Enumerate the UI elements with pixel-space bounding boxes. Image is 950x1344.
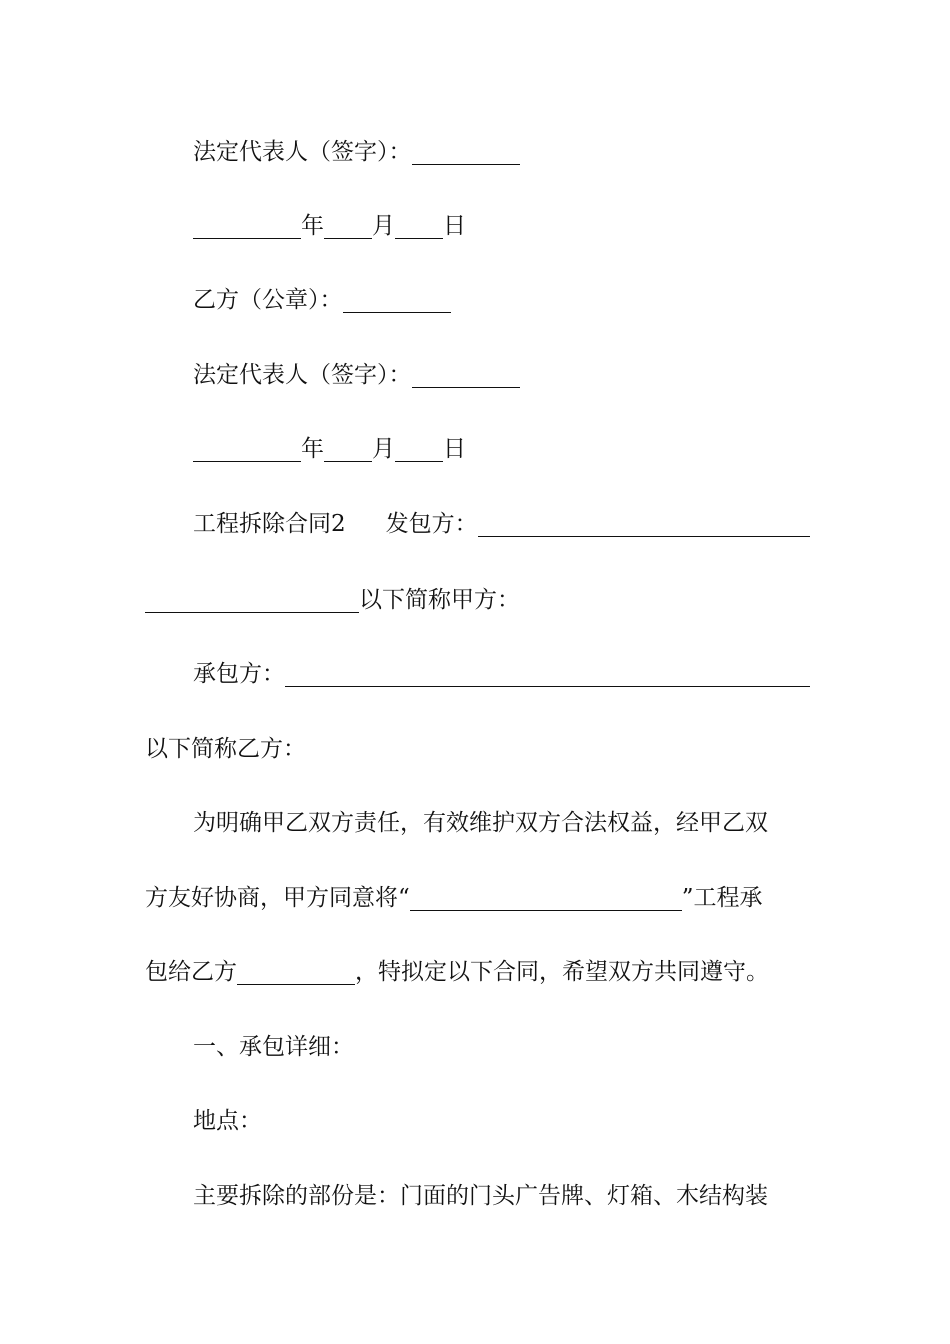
line-party-b-seal xyxy=(145,280,810,320)
line-date-1 xyxy=(145,206,810,246)
date-month-label: 月 xyxy=(372,213,395,239)
line-rep-signature-2 xyxy=(145,355,810,395)
p1-line2-b: ”工程承 xyxy=(681,885,763,911)
contract-title: 工程拆除合同2 xyxy=(193,511,346,537)
signature-blank[interactable] xyxy=(412,139,520,165)
section-1-heading xyxy=(145,1027,810,1067)
date-day-label: 日 xyxy=(443,213,466,239)
day-blank[interactable] xyxy=(395,436,443,462)
day-blank[interactable] xyxy=(395,213,443,239)
line-contract-title xyxy=(145,504,810,544)
line-date-2 xyxy=(145,429,810,469)
date-day-label: 日 xyxy=(443,436,466,462)
short-b-label: 以下简称乙方： xyxy=(145,736,306,762)
location-line xyxy=(145,1101,810,1141)
paragraph-1-line-1 xyxy=(145,803,810,843)
project-name-blank[interactable] xyxy=(410,885,682,911)
paragraph-1-line-2 xyxy=(145,878,810,918)
p1-line2-a: 方友好协商，甲方同意将“ xyxy=(145,885,410,911)
date-year-label: 年 xyxy=(301,436,324,462)
month-blank[interactable] xyxy=(324,436,372,462)
line-short-b xyxy=(145,729,810,769)
contractor-label: 承包方： xyxy=(193,661,285,687)
signature-blank[interactable] xyxy=(412,362,520,388)
employer-blank-continued[interactable] xyxy=(145,587,359,613)
p1-line3-a: 包给乙方 xyxy=(145,959,237,985)
employer-label: 发包方： xyxy=(385,511,478,537)
party-b-blank[interactable] xyxy=(237,959,355,985)
date-year-label: 年 xyxy=(301,213,324,239)
rep-signature-label: 法定代表人（签字）： xyxy=(193,139,412,165)
rep-signature-label: 法定代表人（签字）： xyxy=(193,362,412,388)
date-month-label: 月 xyxy=(372,436,395,462)
seal-blank[interactable] xyxy=(343,287,451,313)
p1-line1: 为明确甲乙双方责任，有效维护双方合法权益，经甲乙双 xyxy=(193,810,768,836)
short-a-label: 以下简称甲方： xyxy=(359,587,520,613)
employer-blank[interactable] xyxy=(478,511,810,537)
location-label: 地点： xyxy=(193,1108,262,1134)
line-contractor xyxy=(145,654,810,694)
p1-line3-b: ，特拟定以下合同，希望双方共同遵守。 xyxy=(355,959,769,985)
line-short-a xyxy=(145,580,810,620)
main-parts: 主要拆除的部份是：门面的门头广告牌、灯箱、木结构装 xyxy=(193,1183,768,1209)
paragraph-1-line-3 xyxy=(145,952,810,992)
contractor-blank[interactable] xyxy=(285,661,810,687)
section1: 一、承包详细： xyxy=(193,1034,354,1060)
party-b-seal-label: 乙方（公章）： xyxy=(193,287,343,313)
month-blank[interactable] xyxy=(324,213,372,239)
year-blank[interactable] xyxy=(193,213,301,239)
line-rep-signature-1 xyxy=(145,132,810,172)
year-blank[interactable] xyxy=(193,436,301,462)
main-parts-line xyxy=(145,1176,810,1216)
